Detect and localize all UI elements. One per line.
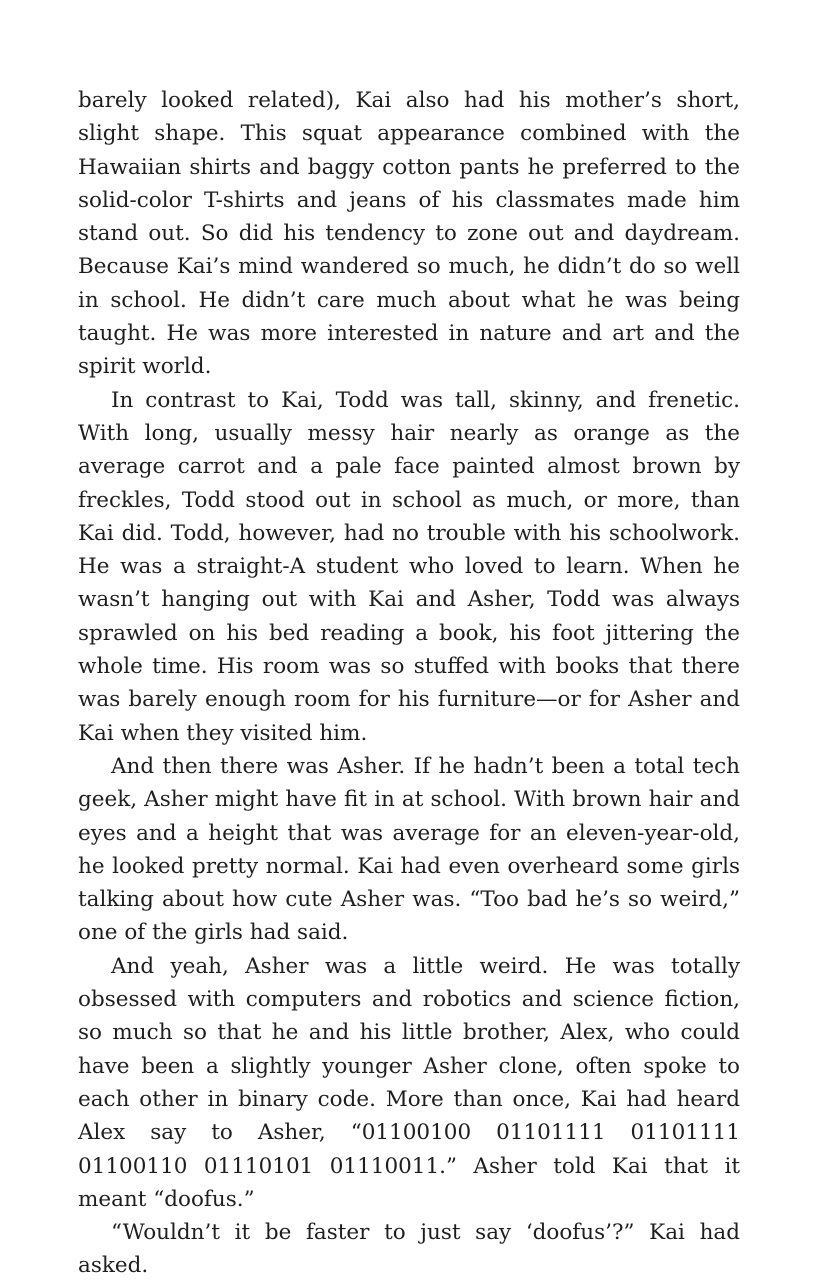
paragraph-binary-code: And yeah, Asher was a little weird. He was totally obsessed with computers and robotics and science fiction, so much so that he and his little brother, Alex, who could have been a slightly younger Asher clone, often spoke to each other in binary code. More than once, Kai had heard Alex say to Asher, “01100100 01101111 01101111 01100110 01110101 01110011.” Asher told Kai that it meant “doofus.”	[78, 953, 740, 1212]
book-page-text	[78, 84, 740, 1283]
paragraph-kai-description: barely looked related), Kai also had his mother’s short, slight shape. This squat appearance combined with the Hawaiian shirts and baggy cotton pants he preferred to the solid-color T-shirts and jeans of his classmates made him stand out. So did his tendency to zone out and daydream. Because Kai’s mind wandered so much, he didn’t do so well in school. He didn’t care much about what he was being taught. He was more interested in nature and art and the spirit world.	[78, 88, 740, 380]
paragraph-doofus-question: “Wouldn’t it be faster to just say ‘doofus’?” Kai had asked.	[78, 1220, 740, 1279]
paragraph-asher-description: And then there was Asher. If he hadn’t been a total tech geek, Asher might have fit in at school. With brown hair and eyes and a height that was average for an eleven-year-old, he looked pretty normal. Kai had even overheard some girls talking about how cute Asher was. “Too bad he’s so weird,” one of the girls had said.	[78, 753, 740, 946]
paragraph-todd-description: In contrast to Kai, Todd was tall, skinny, and frenetic. With long, usually messy hair nearly as orange as the average carrot and a pale face painted almost brown by freckles, Todd stood out in school as much, or more, than Kai did. Todd, however, had no trouble with his schoolwork. He was a straight-A student who loved to learn. When he wasn’t hanging out with Kai and Asher, Todd was always sprawled on his bed reading a book, his foot jittering the whole time. His room was so stuffed with books that there was barely enough room for his furniture—or for Asher and Kai when they visited him.	[78, 387, 740, 746]
